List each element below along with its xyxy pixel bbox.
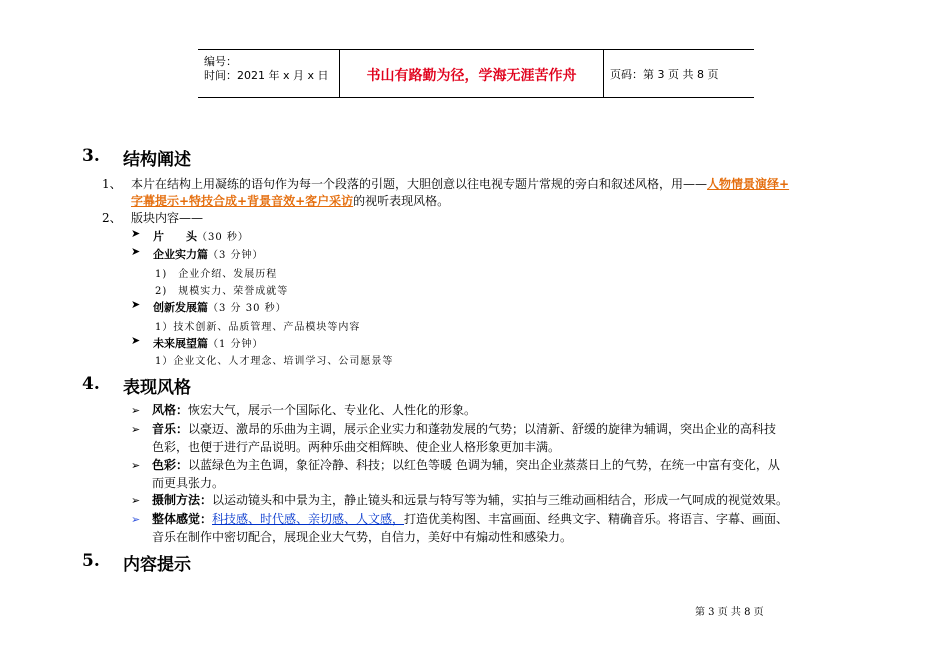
header-page-cell xyxy=(604,50,754,97)
block-strength-title: 企业实力篇 xyxy=(153,248,208,261)
page-footer: 第 3 页 共 8 页 xyxy=(695,607,764,618)
header-time: 时间：2021 年 x 月 x 日 xyxy=(204,69,329,82)
color-text-1: 以蓝绿色为主色调，象征冷静、科技；以红色等暖 色调为辅，突出企业蒸蒸日上的气势，在统一中富有变化，从 xyxy=(188,458,780,472)
blue-arrow-bullet-icon: ➢ xyxy=(131,513,141,526)
section-3-number: 3. xyxy=(82,146,100,166)
hollow-arrow-bullet-icon: ➢ xyxy=(131,423,141,436)
strength-sub-2: 2) 规模实力、荣誉成就等 xyxy=(155,286,289,297)
section-4-number: 4. xyxy=(82,374,100,394)
header-motto: 书山有路勤为径，学海无涯苦作舟 xyxy=(366,68,577,84)
block-opening-note: （30 秒） xyxy=(197,232,249,243)
hollow-arrow-bullet-icon: ➢ xyxy=(131,459,141,472)
block-strength xyxy=(153,246,264,262)
section-5-number: 5. xyxy=(82,551,100,571)
overall-link[interactable]: 科技感、时代感、亲切感、人文感， xyxy=(212,512,405,526)
section-5-title: 内容提示 xyxy=(123,555,191,575)
block-future-title: 未来展望篇 xyxy=(153,337,208,350)
strength-sub-1: 1) 企业介绍、发展历程 xyxy=(155,269,278,280)
color-line-1 xyxy=(152,456,780,475)
hollow-arrow-bullet-icon: ➢ xyxy=(131,404,141,417)
block-future-note: （1 分钟） xyxy=(208,339,264,350)
header-page-number: 页码：第 3 页 共 8 页 xyxy=(610,68,719,81)
music-text-2: 色彩，也便于进行产品说明。两种乐曲交相辉映、使企业人格形象更加丰满。 xyxy=(152,440,561,454)
item-2-number: 2、 xyxy=(102,211,122,225)
shoot-text: 以运动镜头和中景为主，静止镜头和远景与特写等为辅，实拍与三维动画相结合，形成一气呵成的视觉效果。 xyxy=(212,493,789,507)
block-strength-note: （3 分钟） xyxy=(208,250,264,261)
innovation-sub: 1）技术创新、品质管理、产品模块等内容 xyxy=(155,322,361,333)
block-future xyxy=(153,335,264,351)
color-label: 色彩： xyxy=(152,458,189,472)
color-text-2: 而更具张力。 xyxy=(152,476,225,490)
block-opening-title: 片 头 xyxy=(153,230,197,243)
item-1-highlight-b: 字幕提示+特技合成+背景音效+客户采访 xyxy=(131,194,354,208)
style-line xyxy=(152,401,476,420)
section-3-title: 结构阐述 xyxy=(123,150,191,170)
arrow-bullet-icon: ➤ xyxy=(131,245,141,258)
section-4-title: 表现风格 xyxy=(123,378,191,398)
block-innovation xyxy=(153,299,287,315)
block-innovation-title: 创新发展篇 xyxy=(153,301,208,314)
overall-label: 整体感觉： xyxy=(152,512,213,526)
music-text-1: 以豪迈、激昂的乐曲为主调，展示企业实力和蓬勃发展的气势；以清新、舒缓的旋律为辅调，突出企业的高科技 xyxy=(188,422,777,436)
overall-text-2: 音乐在制作中密切配合，展现企业大气势，自信力，美好中有煽动性和感染力。 xyxy=(152,530,573,544)
overall-line-1 xyxy=(152,510,788,529)
style-text: 恢宏大气，展示一个国际化、专业化、人性化的形象。 xyxy=(188,403,477,417)
block-opening xyxy=(153,228,249,244)
item-1-number: 1、 xyxy=(102,177,122,191)
hollow-arrow-bullet-icon: ➢ xyxy=(131,494,141,507)
item-1-text-b: 的视听表现风格。 xyxy=(353,194,450,208)
future-sub: 1）企业文化、人才理念、培训学习、公司愿景等 xyxy=(155,356,394,367)
arrow-bullet-icon: ➤ xyxy=(131,298,141,311)
arrow-bullet-icon: ➤ xyxy=(131,227,141,240)
block-innovation-note: （3 分 30 秒） xyxy=(208,303,287,314)
header-number: 编号： xyxy=(204,55,237,68)
item-1-text-a: 本片在结构上用凝练的语句作为每一个段落的引题，大胆创意以往电视专题片常规的旁白和叙述风格，用—— xyxy=(131,177,708,191)
shoot-label: 摄制方法： xyxy=(152,493,213,507)
item-1-highlight-a: 人物情景演绎+ xyxy=(707,177,790,191)
music-label: 音乐： xyxy=(152,422,189,436)
style-label: 风格： xyxy=(152,403,189,417)
header-motto-cell xyxy=(339,50,604,97)
music-line-1 xyxy=(152,420,776,439)
page-header xyxy=(198,49,754,98)
shoot-line xyxy=(152,491,788,510)
item-2-text: 版块内容—— xyxy=(131,211,204,225)
overall-text-1: 打造优美构图、丰富画面、经典文字、精确音乐。将语言、字幕、画面、 xyxy=(404,512,789,526)
arrow-bullet-icon: ➤ xyxy=(131,334,141,347)
header-meta-cell xyxy=(198,50,339,97)
